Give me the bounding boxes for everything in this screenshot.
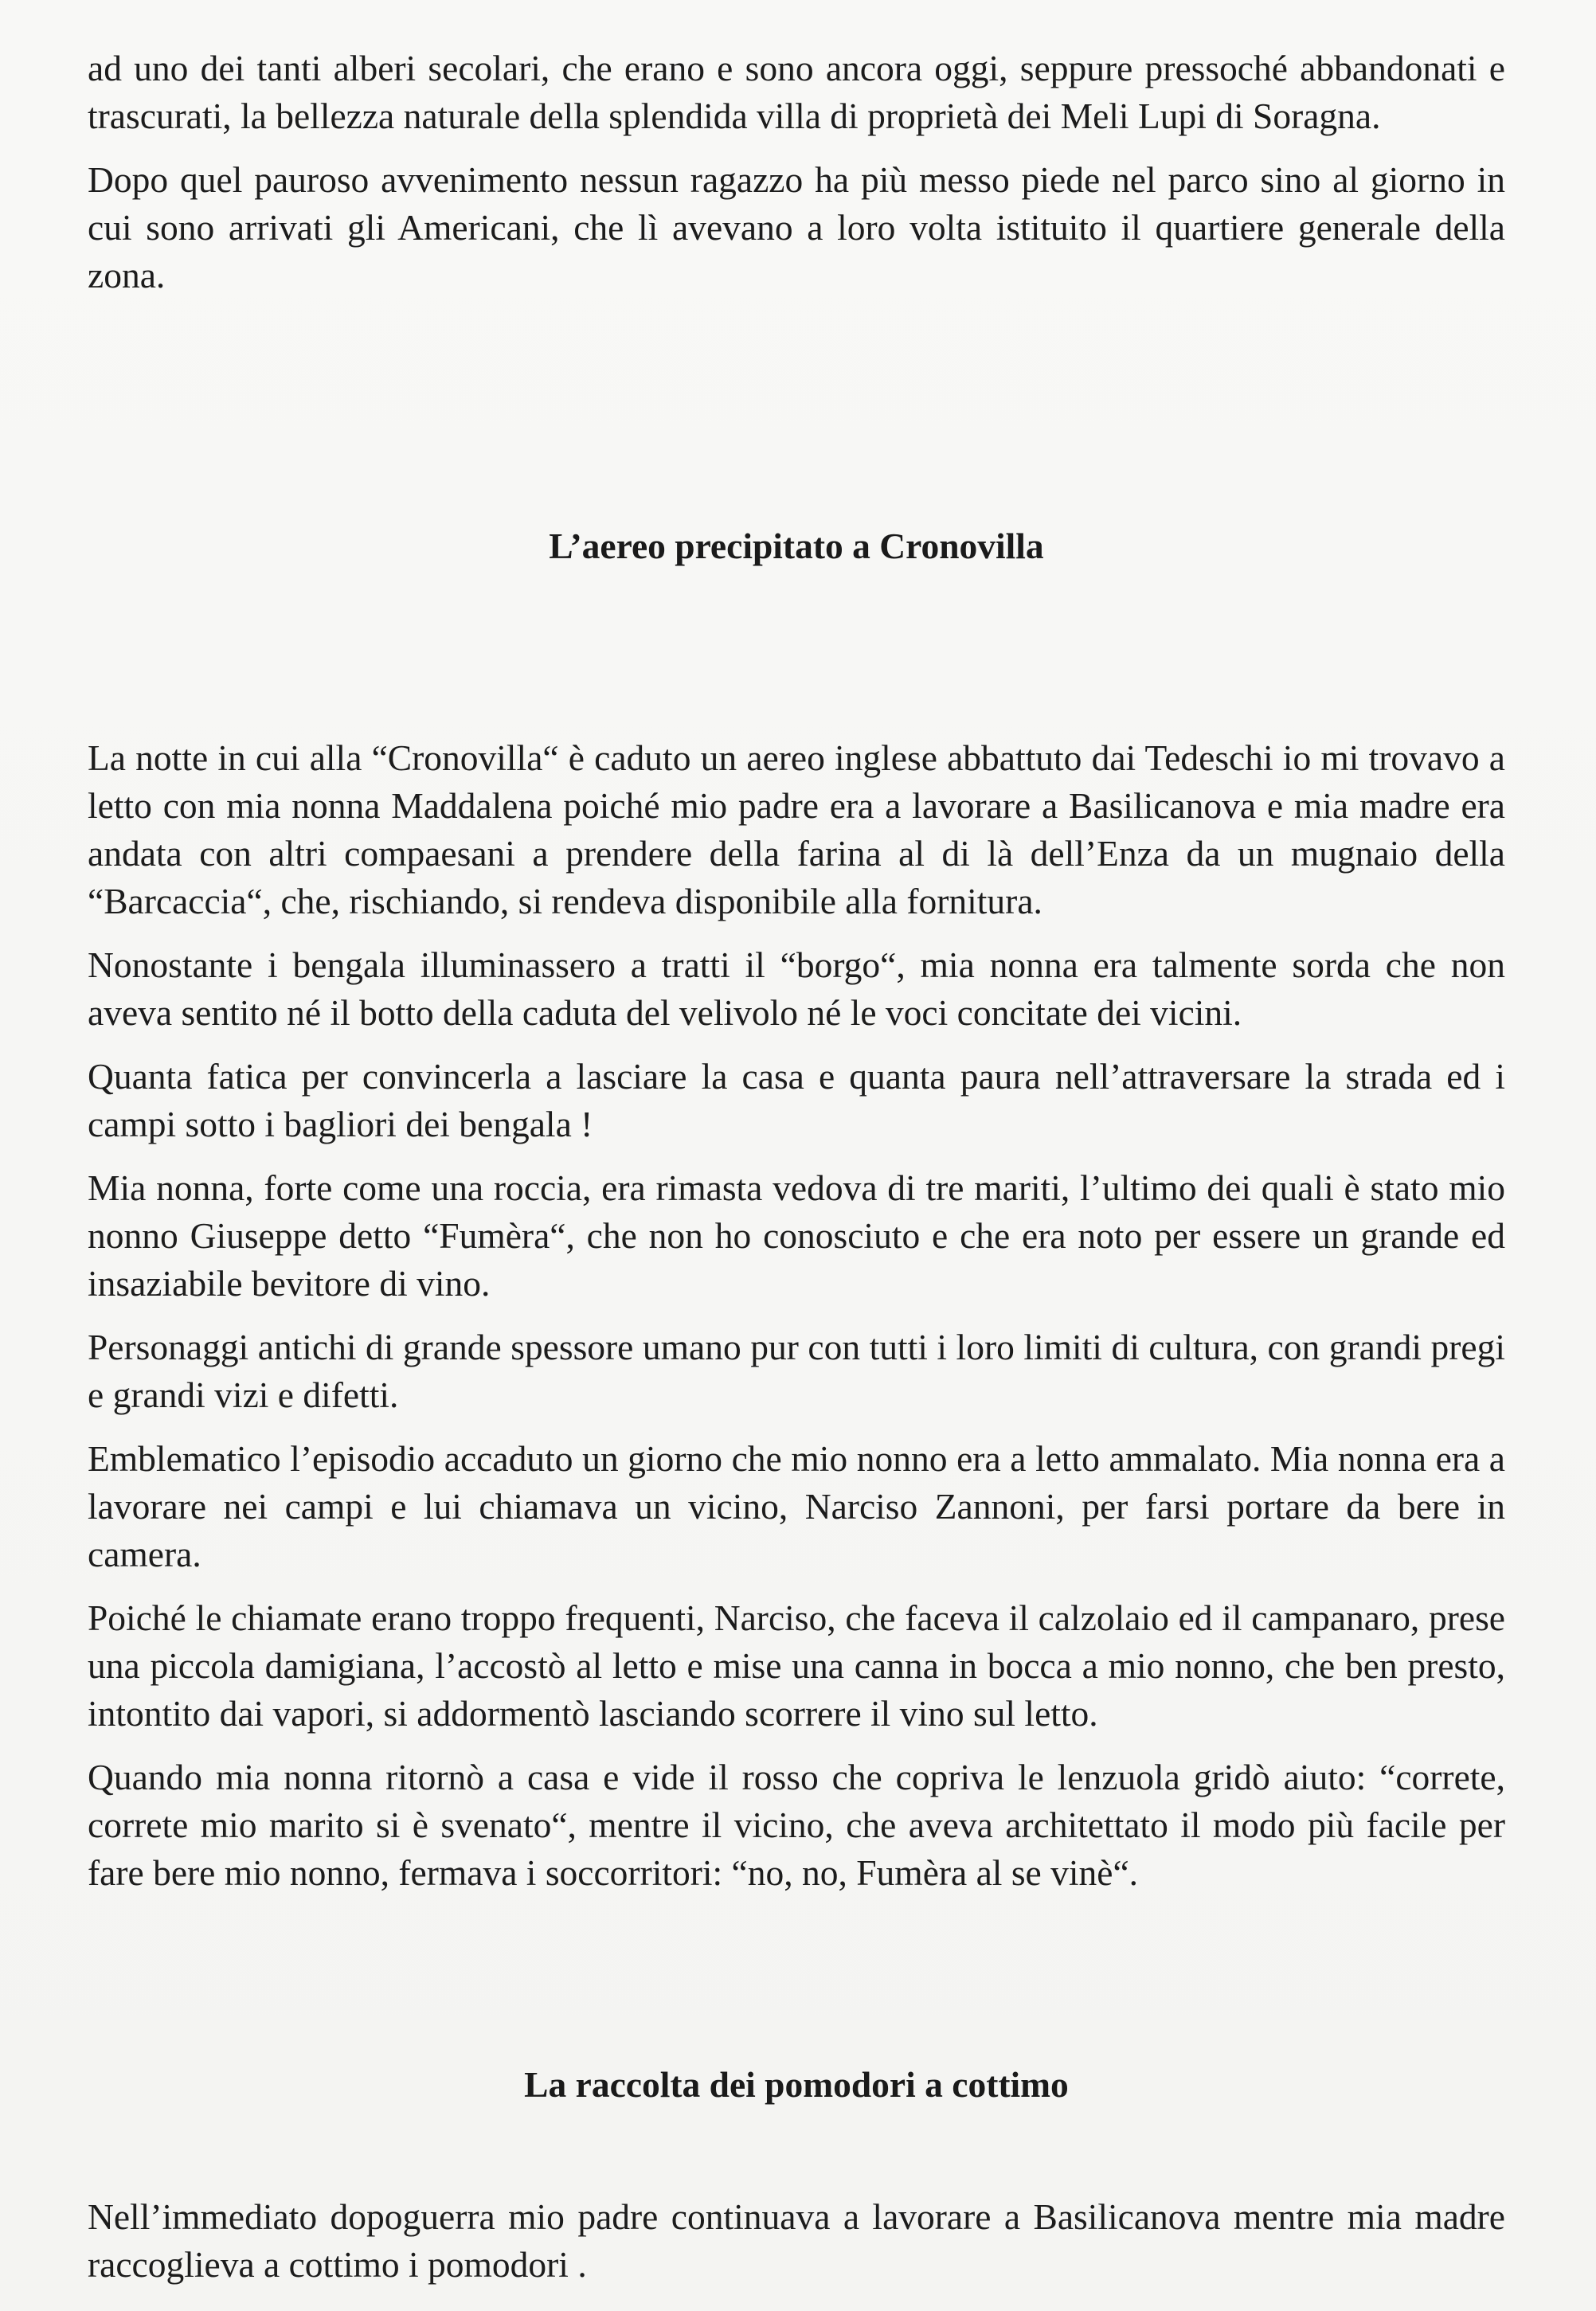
section-2-title: La raccolta dei pomodori a cottimo — [524, 2064, 1069, 2105]
section-1-paragraph-2: Nonostante i bengala illuminassero a tratti il “borgo“, mia nonna era talmente sorda che non aveva sentito né il botto della caduta del velivolo né le voci concitate dei vicini. — [88, 944, 1505, 1033]
section-1-paragraph-4: Mia nonna, forte come una roccia, era rimasta vedova di tre mariti, l’ultimo dei quali è stato mio nonno Giuseppe detto “Fumèra“, che non ho conosciuto e che era noto per essere un grande ed insaziabile bevitore di vino. — [88, 1167, 1505, 1304]
section-2-paragraph-1: Nell’immediato dopoguerra mio padre continuava a lavorare a Basilicanova mentre mia madre raccoglieva a cottimo i pomodori . — [88, 2196, 1505, 2285]
section-1-body — [88, 734, 1505, 1913]
section-1-paragraph-1: La notte in cui alla “Cronovilla“ è caduto un aereo inglese abbattuto dai Tedeschi io mi trovavo a letto con mia nonna Maddalena poiché mio padre era a lavorare a Basilicanova e mia madre era andata con altri compaesani a prendere della farina al di là dell’Enza da un mugnaio della “Barcaccia“, che, rischiando, si rendeva disponibile alla fornitura. — [88, 737, 1505, 921]
section-1-paragraph-5: Personaggi antichi di grande spessore umano pur con tutti i loro limiti di cultura, con grandi pregi e grandi vizi e difetti. — [88, 1327, 1505, 1415]
intro-paragraph-1: ad uno dei tanti alberi secolari, che erano e sono ancora oggi, seppure pressoché abbandonati e trascurati, la bellezza naturale della splendida villa di proprietà dei Meli Lupi di Soragna. — [88, 48, 1505, 136]
intro-paragraph-2: Dopo quel pauroso avvenimento nessun ragazzo ha più messo piede nel parco sino al giorno in cui sono arrivati gli Americani, che lì avevano a loro volta istituito il quartiere generale della zona. — [88, 159, 1505, 295]
section-1-paragraph-6: Emblematico l’episodio accaduto un giorno che mio nonno era a letto ammalato. Mia nonna era a lavorare nei campi e lui chiamava un vicino, Narciso Zannoni, per farsi portare da bere in camera. — [88, 1438, 1505, 1574]
section-1-paragraph-7: Poiché le chiamate erano troppo frequenti, Narciso, che faceva il calzolaio ed il campanaro, prese una piccola damigiana, l’accostò al letto e mise una canna in bocca a mio nonno, che ben presto, intontito dai vapori, si addormentò lasciando scorrere il vino sul letto. — [88, 1597, 1505, 1734]
section-1-paragraph-8: Quando mia nonna ritornò a casa e vide il rosso che copriva le lenzuola gridò aiuto: “correte, correte mio marito si è svenato“, mentre il vicino, che aveva architettato il modo più facile per fare bere mio nonno, fermava i soccorritori: “no, no, Fumèra al se vinè“. — [88, 1757, 1505, 1893]
section-1-paragraph-3: Quanta fatica per convincerla a lasciare la casa e quanta paura nell’attraversare la strada ed i campi sotto i bagliori dei bengala ! — [88, 1056, 1505, 1144]
section-2-body — [88, 2193, 1505, 2305]
section-1-title: L’aereo precipitato a Cronovilla — [549, 526, 1044, 566]
intro-text — [88, 45, 1505, 315]
